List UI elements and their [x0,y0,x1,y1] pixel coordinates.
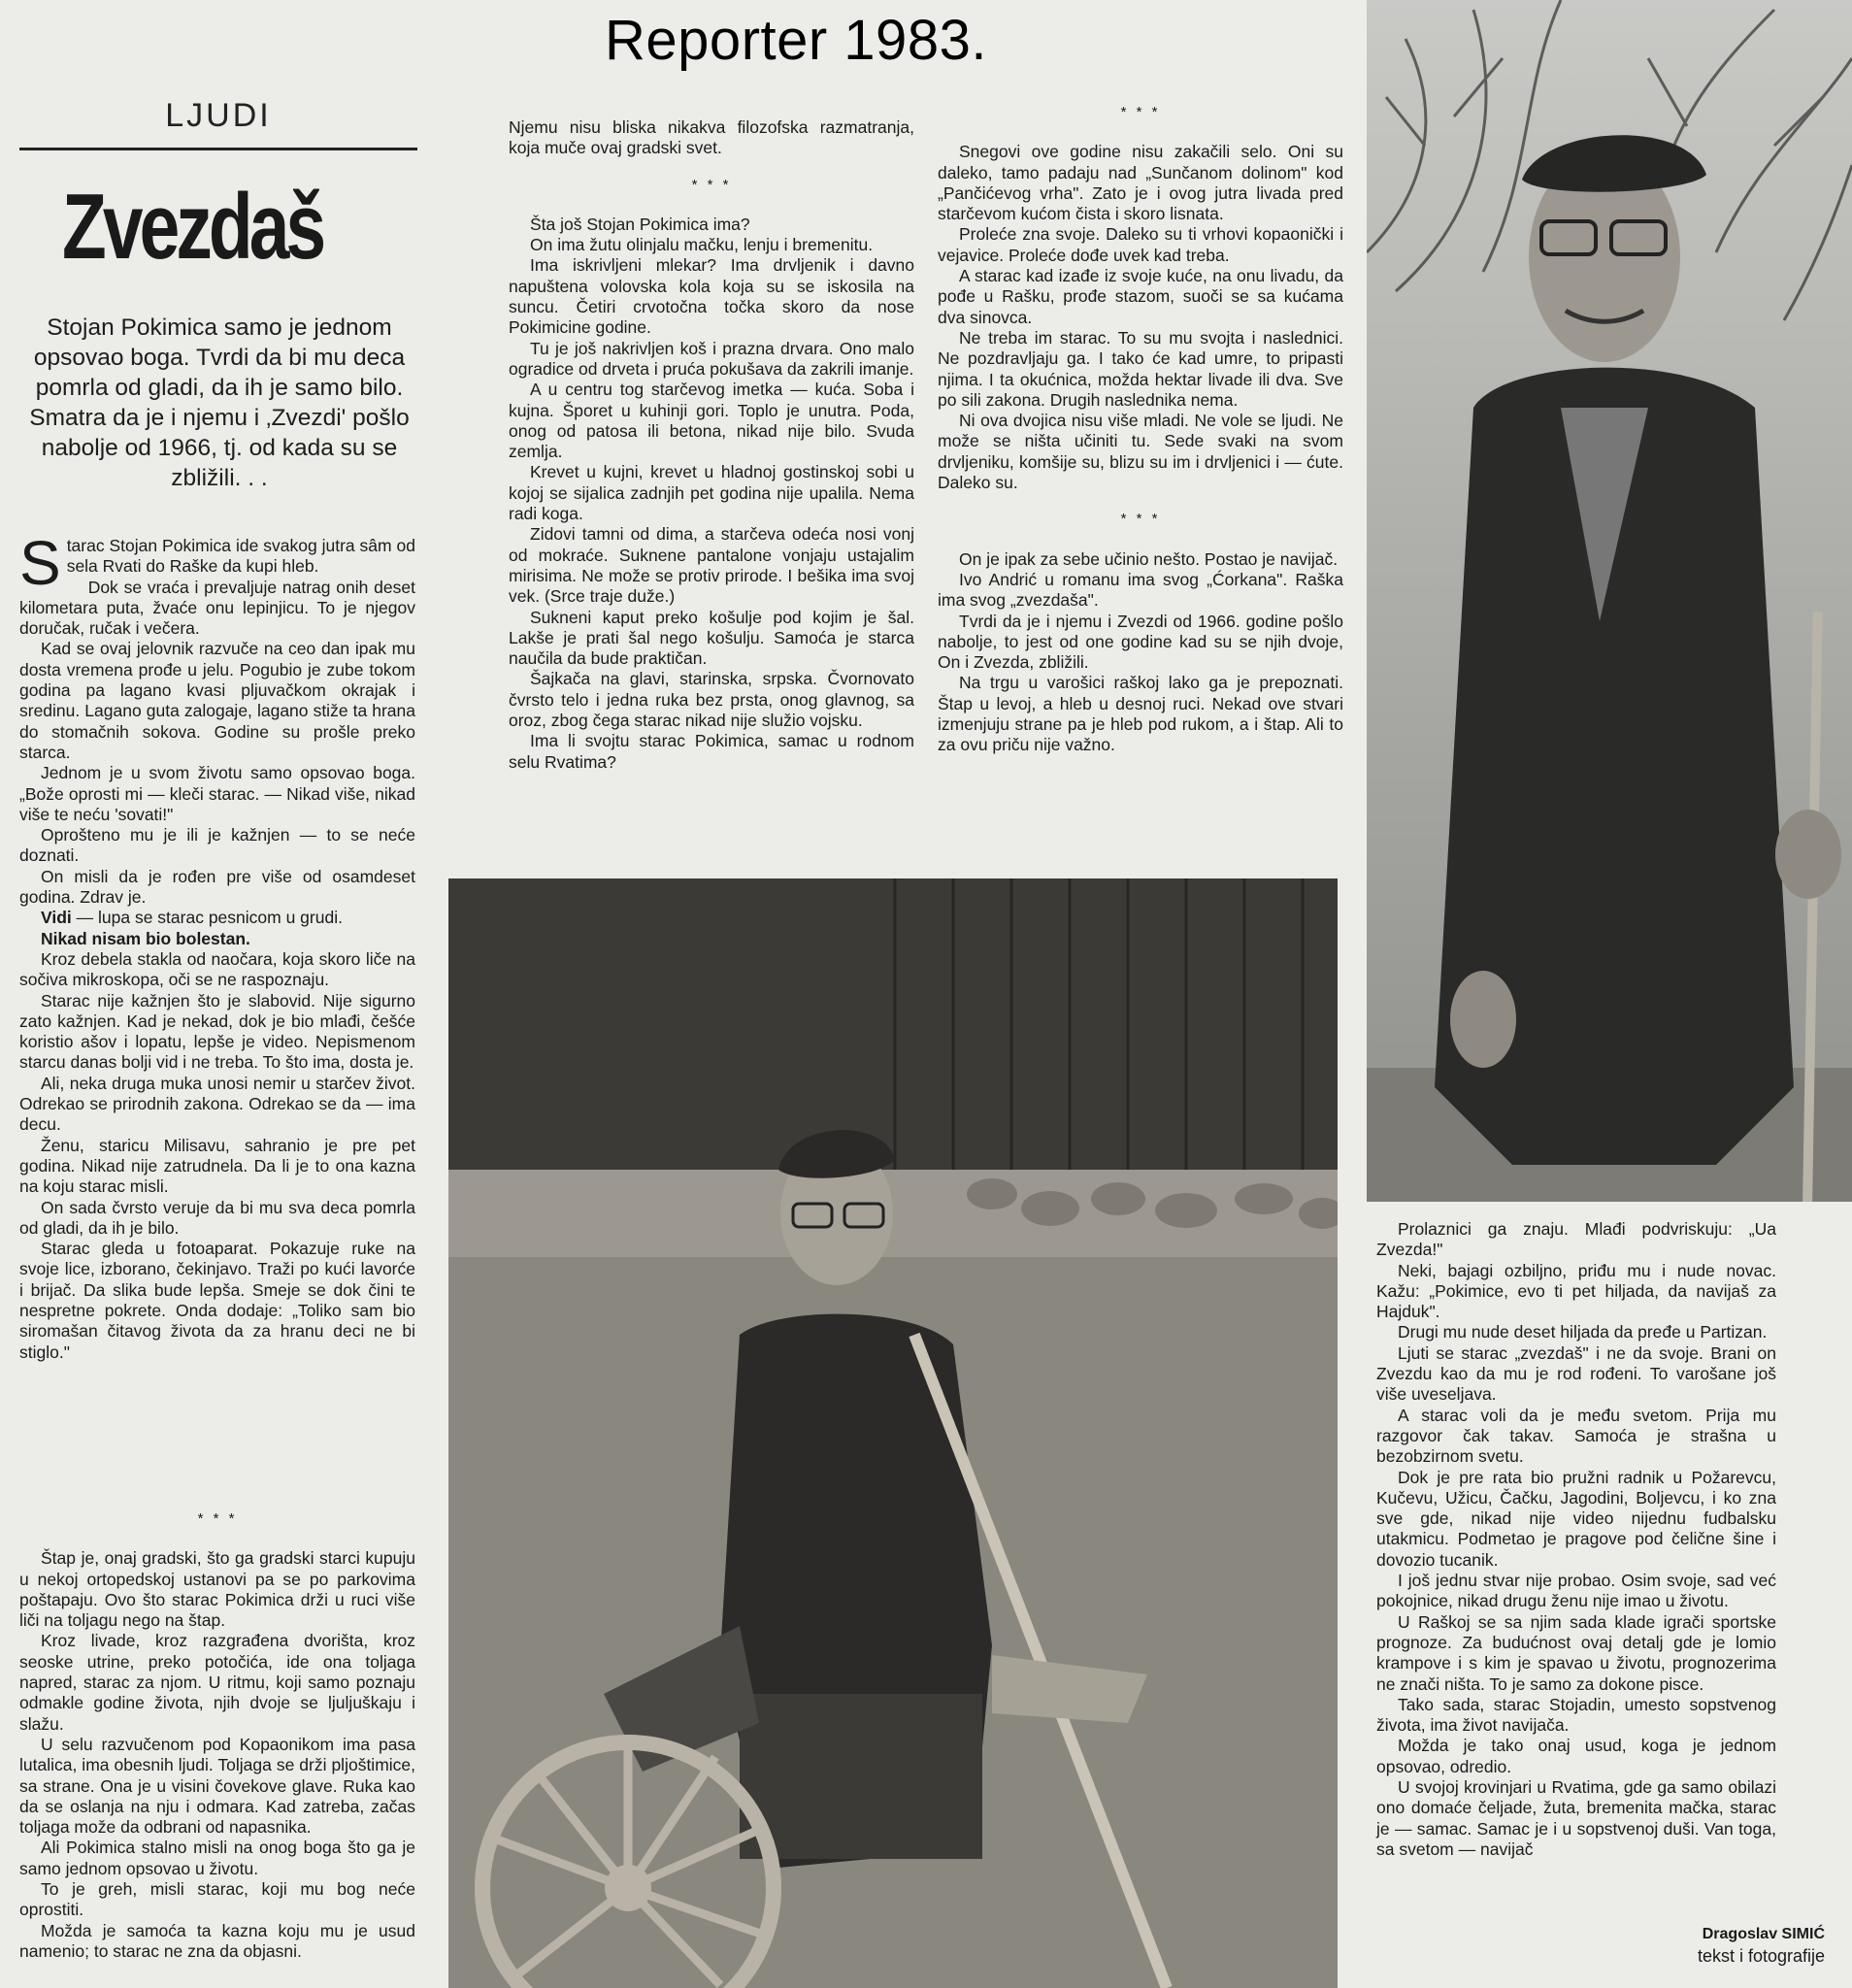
source-caption: Reporter 1983. [605,9,987,72]
article-title: Zvezdaš [62,175,323,279]
paragraph: On ima žutu olinjalu mačku, lenju i bremenitu. [530,235,874,255]
section-break: * * * [1120,511,1161,528]
column-3 [938,102,1343,756]
paragraph: Šta još Stojan Pokimica ima? [530,214,750,234]
paragraph: Nikad nisam bio bolestan. [41,928,250,948]
paragraph: Ljuti se starac „zvezdaš" i ne da svoje. Brani on Zvezdu kao da mu je rod rođeni. To varošane još više uveseljava. [1376,1342,1776,1405]
paragraph: Ivo Andrić u romanu ima svog „Ćorkana". Raška ima svog „zvezdaša". [938,569,1343,611]
paragraph: Jednom je u svom životu samo opsovao boga. „Bože oprosti mi — kleči starac. — Nikad više, nikad više te neću 'sovati!" [19,763,415,824]
paragraph: Krevet u kujni, krevet u hladnoj gostinskoj sobi u kojoj se sijalica zadnjih pet godina nije upalila. Nema radi koga. [509,462,914,524]
section-label: LJUDI [165,97,272,134]
paragraph: Ali Pokimica stalno misli na onog boga što ga je samo jednom opsovao u životu. [19,1838,415,1878]
main-photo [448,878,1338,1988]
paragraph: Sukneni kaput preko košulje pod kojim je šal. Lakše je prati šal nego košulju. Samoća je starca naučila da bude praktičan. [509,607,914,669]
paragraph: Oprošteno mu je ili je kažnjen — to se neće doznati. [19,825,415,866]
paragraph: Proleće zna svoje. Daleko su ti vrhovi kopaonički i vejavice. Proleće dođe uvek kad treba. [938,224,1343,265]
column-2 [509,117,914,773]
paragraph: On je ipak za sebe učinio nešto. Postao je navijač. [959,548,1339,569]
drop-cap: S [19,528,61,598]
paragraph: Neki, bajagi ozbiljno, priđu mu i nude novac. Kažu: „Pokimice, evo ti pet hiljada, da navijaš za Hajduk". [1376,1260,1776,1322]
section-break: * * * [691,176,732,193]
paragraph: Zidovi tamni od dima, a starčeva odeća nosi vonj od mokraće. Suknene pantalone vonjaju ustajalim mirisima. Ne može se protiv prirode. I bešika ima svoj vek. (Srce traje duže.) [509,524,914,607]
paragraph: U selu razvučenom pod Kopaonikom ima pasa lutalica, ima obesnih ljudi. Toljaga se drži pljoštimice, sa strane. Ona je u visini čovekove glave. Ruka kao da se oslanja na nju i odmara. Kad zatreba, začas toljaga može da odbrani od napasnika. [19,1734,415,1838]
paragraph: Njemu nisu bliska nikakva filozofska razmatranja, koja muče ovaj gradski svet. [509,117,914,158]
paragraph: Vidi — lupa se starac pesnicom u grudi. [41,908,343,928]
paragraph: On misli da je rođen pre više od osamdeset godina. Zdrav je. [19,866,415,908]
paragraph: Ženu, staricu Milisavu, sahranio je pre pet godina. Nikad nije zatrudnela. Da li je to ona kazna na koju starac misli. [19,1135,415,1197]
paragraph: I još jednu stvar nije probao. Osim svoje, sad već pokojnice, nikad drugu ženu nije imao u životu. [1376,1571,1776,1611]
byline-author: Dragoslav SIMIĆ [1702,1926,1825,1942]
paragraph: Kroz debela stakla od naočara, koja skoro liče na sočiva mikroskopa, oči se ne raspoznaju. [19,948,415,990]
column-1 [19,528,415,1363]
column-4 [1376,1219,1776,1860]
paragraph: Snegovi ove godine nisu zakačili selo. Oni su daleko, tamo padaju nad „Sunčanom dolinom" kod „Pančićevog vrha". Zato je i ovog jutra livada pred starčevom kućom čista i skoro lisnata. [938,142,1343,224]
paragraph: Možda je samoća ta kazna koju mu je usud namenio; to starac ne zna da objasni. [19,1920,415,1961]
paragraph: A starac kad izađe iz svoje kuće, na onu livadu, da pođe u Rašku, prođe stazom, suoči se sa kućama dva sinovca. [938,266,1343,327]
opening-paragraph: Starac Stojan Pokimica ide svakog jutra sâm od sela Rvati do Raške da kupi hleb. [19,528,415,598]
paragraph: Štap je, onaj gradski, što ga gradski starci kupuju u nekoj ortopedskoj ustanovi pa se po parkovima poštapaju. Ovo što starac Pokimica drži u ruci više liči na toljagu nego na štap. [19,1548,415,1631]
paragraph: On sada čvrsto veruje da bi mu sva deca pomrla od gladi, da ih je bilo. [19,1197,415,1238]
paragraph: U Raškoj se sa njim sada klade igrači sportske prognoze. Za budućnost ovaj detalj gde je lomio krampove i s kim je spavao u životu, prognozerima ne znači ništa. To je samo za dokone pisce. [1376,1611,1776,1694]
paragraph: Ali, neka druga muka unosi nemir u starčev život. Odrekao se prirodnih zakona. Odrekao se da — ima decu. [19,1073,415,1135]
paragraph: Na trgu u varošici raškoj lako ga je prepoznati. Štap u levoj, a hleb u desnoj ruci. Nekad ove stvari izmenjuju strane pa je hleb pod rukom, a i štap. Ali to za ovu priču nije važno. [938,673,1343,755]
paragraph: To je greh, misli starac, koji mu bog neće oprostiti. [19,1879,415,1920]
paragraph: Ima li svojtu starac Pokimica, samac u rodnom selu Rvatima? [509,731,914,772]
paragraph: Tvrdi da je i njemu i Zvezdi od 1966. godine pošlo nabolje, to jest od one godine kad su se njih dvoje, On i Zvezda, zbližili. [938,611,1343,673]
paragraph: Možda je tako onaj usud, koga je jednom opsovao, odredio. [1376,1736,1776,1776]
paragraph: Kroz livade, kroz razgrađena dvorišta, kroz seoske utrine, preko potočića, ide ona toljaga napred, starac za njom. U ritmu, koji samo poznaju odmakle godine života, njih dvoje se ljuljuškaju i slažu. [19,1631,415,1734]
paragraph: Kad se ovaj jelovnik razvuče na ceo dan ipak mu dosta vremena prođe u jelu. Pogubio je zube tokom godina pa lagano kvasi pljuvačkom okrajak i sredinu. Lagano guta zalogaje, lagano stiže ta hrana do stomačnih sokova. Godine su prošle preko starca. [19,639,415,762]
paragraph: Starac nije kažnjen što je slabovid. Nije sigurno zato kažnjen. Kad je nekad, dok je bio mlađi, češće koristio ašov i lopatu, lepše je video. Nepismenom starcu danas bolji vid i ne treba. To što ima, dosta je. [19,990,415,1073]
section-break: * * * [1120,104,1161,120]
portrait-photo [1367,0,1852,1202]
paragraph: U svojoj krovinjari u Rvatima, gde ga samo obilazi ono domaće čeljade, žuta, bremenita mačka, starac je — samac. Samac je i u sopstvenoj duši. Van toga, sa svetom — navijač [1376,1777,1776,1859]
section-break: * * * [197,1510,238,1527]
paragraph: Tu je još nakrivljen koš i prazna drvara. Ono malo ogradice od drveta i pruća pokušava da zakrili imanje. [509,338,914,379]
paragraph: Ima iskrivljeni mlekar? Ima drvljenik i davno napuštena volovska kola koja su se iskosila na suncu. Četiri crvotočna točka skoro da nose Pokimicine godine. [509,255,914,338]
article-lead: Stojan Pokimica samo je jednom opsovao boga. Tvrdi da bi mu deca pomrla od gladi, da ih je samo bilo. Smatra da je i njemu i ‚Zvezdi' pošlo nabolje od 1966, tj. od kada su se zbližili. . . [29,315,410,491]
paragraph: Prolaznici ga znaju. Mlađi podvriskuju: „Ua Zvezda!" [1376,1219,1776,1260]
paragraph: Dok je pre rata bio pružni radnik u Požarevcu, Kučevu, Užicu, Čačku, Jagodini, Boljevcu, i ko zna sve gde, nikad nije video nijednu fudbalsku utakmicu. Podmetao je pragove pod čelične šine i dovozio tucanik. [1376,1467,1776,1570]
byline [1592,1924,1825,1967]
paragraph: Starac gleda u fotoaparat. Pokazuje ruke na svoje lice, izborano, čekinjavo. Traži po kući lavorće i brijač. Da slika bude lepša. Smeje se dok čini te nespretne pokrete. Onda dodaje: „Toliko sam bio siromašan čitavog života da za hranu deci ne bi stiglo." [19,1239,415,1362]
paragraph: Ne treba im starac. To su mu svojta i naslednici. Ne pozdravljaju ga. I tako će kad umre, to pripasti njima. I ta okućnica, možda hektar livade ili dva. Sve po sili zakona. Drugih naslednika nema. [938,327,1343,410]
portrait-photo-icon [1367,0,1852,1202]
seated-man-photo-icon [448,878,1338,1988]
paragraph: Dok se vraća i prevaljuje natrag onih deset kilometara puta, žvaće onu lepinjicu. To je njegov doručak, ručak i večera. [19,577,415,639]
paragraph: Šajkača na glavi, starinska, srpska. Čvornovato čvrsto telo i jedna ruka bez prsta, onog glavnog, sa oroz, zbog čega starac nikad nije služio vojsku. [509,669,914,731]
section-divider [19,148,417,150]
byline-role: tekst i fotografije [1697,1946,1825,1966]
column-1-continued [19,1493,415,1962]
paragraph: Ni ova dvojica nisu više mladi. Ne vole se ljudi. Ne može se ništa učiniti tu. Sede svaki na svom drvljeniku, komšije su, blizu su im i drvljenici i — ćute. Daleko su. [938,411,1343,493]
paragraph: A starac voli da je među svetom. Prija mu razgovor čak takav. Samoća je strašna u bezobzirnom svetu. [1376,1405,1776,1467]
paragraph: A u centru tog starčevog imetka — kuća. Soba i kujna. Šporet u kuhinji gori. Toplo je unutra. Poda, onog od patosa ili betona, nikad nije bilo. Svuda zemlja. [509,380,914,462]
paragraph: Drugi mu nude deset hiljada da pređe u Partizan. [1398,1322,1768,1342]
paragraph: Tako sada, starac Stojadin, umesto sopstvenog života, ima život navijača. [1376,1694,1776,1736]
